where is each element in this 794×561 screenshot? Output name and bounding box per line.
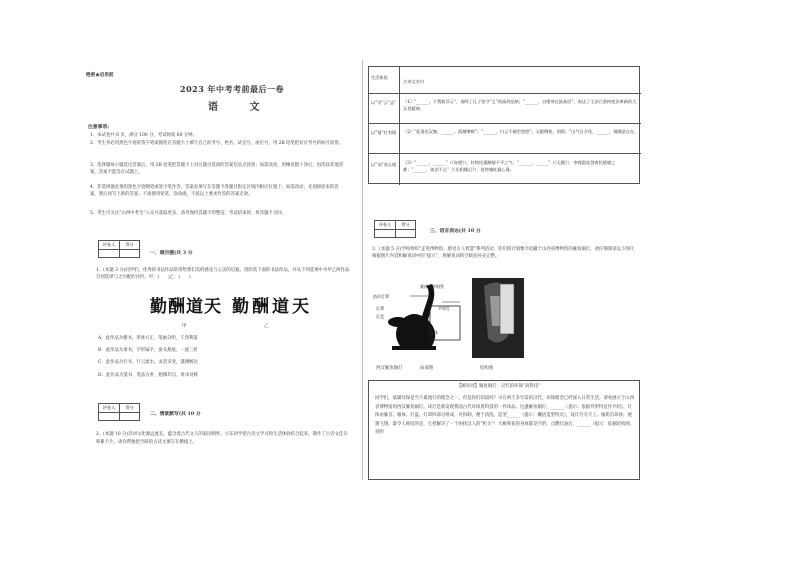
option-item[interactable]: A．此作品为楷书，形体方正，笔画分明，干净利落	[98, 336, 198, 341]
note-item: 3．选择题每小题选出答案后，用 2B 铅笔把答题卡上对应题目选项的答案信息点涂黑；如需改动，用橡皮擦干净后，再选涂其他答案，答案不能答在试题上。	[90, 163, 344, 175]
score-label: 评卷人	[102, 242, 116, 247]
note-item: 4．非选择题必须用黑色字迹钢笔或签字笔作答，答案必须写在答题卡各题目指定区域内相应位置上；如需改动，先划掉原来的答案，然后再写上新的答案；不准使用铅笔、涂改液，不按以上要求作答的答案无效。	[90, 185, 339, 197]
figure-label: 灯罩	[376, 306, 384, 311]
exam-title: 2023 年中考考前最后一卷	[180, 84, 285, 94]
score-blank[interactable]	[119, 413, 139, 420]
figure-caption: 结构图	[480, 366, 494, 371]
notes-heading: 注意事项:	[88, 124, 109, 130]
table-cell: 以“情”打有情	[371, 130, 397, 135]
poetry-table	[368, 66, 640, 184]
table-cell[interactable]: （1）“______，于我如浮云”，表明了孔子坚守“义”的高尚品格；“______，自缘身在最高层”，表达了王安石坚持变法革新的大无畏精神。	[403, 99, 637, 111]
note-item: 2．考生务必用黑色字迹的签字笔或钢笔在答题卡上填写自己的考号、姓名、试室号、座位号，用 2B 铅笔把对应考号的标号涂黑。	[90, 141, 344, 146]
commentary-box	[368, 380, 640, 480]
score-label: 得分	[119, 241, 139, 249]
section-heading: 二、情景默写(共 10 分	[150, 411, 201, 417]
figure-label: 平咬灯	[438, 306, 450, 311]
calligraphy-sample-a: 勤酬道天	[150, 297, 222, 317]
score-blank[interactable]	[99, 413, 119, 420]
score-blank[interactable]	[119, 250, 139, 257]
commentary-title: 【解说词】雁鱼铜灯：汉代的环保“高科技”	[457, 384, 541, 389]
option-item[interactable]: B．此作品为隶书，字形扁平，蚕头燕尾，一波三折	[98, 348, 198, 353]
figure-caption: 西汉雁鱼铜灯	[376, 366, 403, 371]
table-row	[369, 93, 641, 123]
table-row	[369, 67, 641, 93]
question-text: 2．(本题 10 分)诗词文化源远流长，蕴含着古代文人的家国情怀。小东同学把古诗文学习和生活体验结合起来，制作了古诗文佳句积累卡片，请你帮他把空缺的古诗文填写在横线上。	[96, 432, 348, 445]
table-cell[interactable]: （2）“征蓬出汉塞，______，孤雁嘹唳”；“______，白云千载空悠悠”，无限惆怅，别情；“山气日夕佳，______，别随意自在。	[403, 129, 639, 134]
calligraphy-sample-b: 勤酬道天	[232, 297, 312, 317]
table-row	[369, 123, 641, 153]
score-box	[98, 240, 140, 258]
sample-label: 乙	[264, 324, 269, 329]
figure-label: 雁体	[430, 330, 438, 335]
figure-caption: 局部图	[420, 366, 434, 371]
note-item: 5．考生可关注“山西中考生”公众号获取更多、备考保持答题卡的整洁，考试结束时，将答题卡交回。	[90, 211, 287, 216]
figure-label: 鱼形灯罩	[373, 294, 389, 299]
score-label: 评卷人	[378, 222, 392, 227]
score-blank[interactable]	[375, 230, 395, 237]
score-label: 得分	[119, 404, 139, 412]
section-heading: 一、填空题(共 3 分	[150, 250, 193, 256]
table-cell: 以“学”云“志”	[371, 100, 397, 105]
confidential-mark: 绝密★启用前	[86, 73, 114, 78]
column-divider	[362, 60, 363, 480]
score-box	[374, 220, 416, 238]
note-item: 1．本试卷共 6 页，满分 100 分，考试时间 60 分钟。	[90, 133, 197, 138]
lamp-photo-detail	[470, 276, 526, 360]
figure-label: 灯盘	[376, 314, 384, 319]
question-text: 3．(本题 5 分)学校组织“走进博物馆，感受古人智慧”系列活动，你们班计划要介绍藏于山西省博物馆的雁鱼铜灯，请仔细阅读以下图片，根据图片内容和解说词中的“提示”，将解说词的空缺处补充完整。	[372, 247, 639, 259]
table-cell: 生活体验	[371, 75, 388, 80]
score-label: 得分	[395, 221, 415, 229]
score-box	[98, 403, 140, 421]
table-cell: 以“词”表心境	[371, 162, 397, 167]
table-cell: 古诗文名句	[403, 79, 424, 84]
figure-label: 雁体形导烟管	[420, 284, 444, 289]
subject-title: 语 文	[208, 102, 274, 113]
table-row	[369, 153, 641, 185]
score-blank[interactable]	[99, 250, 119, 257]
table-cell[interactable]: （3）“______，______”（《赤壁》），杜牧托露颇郁不平之气；“______，______”（《无题》），李商隐哀怨寄托情感之难；“______，流泪不止”（《岳阳楼记》），范仲淹吐露心逢。	[403, 160, 616, 172]
section-heading: 三、语言表达(共 10 分	[430, 228, 481, 234]
question-text: 1．(本题 3 分)同学们，优秀的书法作品常常给我们美的感受与心灵的启迪。请欣赏下面的书法作品，并从下列选项中为甲乙两作品分别选择与之匹配的评价。甲：( )乙：( )	[96, 268, 350, 280]
option-item[interactable]: D．此作品为篆书，笔法古朴，粗细均匀，讲求对称	[98, 373, 199, 378]
sample-label: 甲	[182, 324, 187, 329]
commentary-text[interactable]: 同学们，低碳环保是当下最流行的理念之一，但是你们知道吗？早在两千多年前的汉代，环保理念已经深入日常生活。请看展示于山西省博物馆的西汉雁鱼铜灯。该灯是新发现我国古代环保黑科技的一件珍品。这盏雁鱼铜灯，______（提示：依据外形特征作介绍），灯体由雁首、雁体、灯盘、灯罩四部分组成，可拆卸，便于清洗。造型______（提示：概括造型特点），设计巧夺天工。雁衔首昂扬，展翅飞翔，最令人称叹的是，它把解决了一个困扰汉人的“机关”！大雁和鱼的身体都是空的，点燃灯油后，______（提示：依据结构图，说明	[375, 396, 635, 435]
score-label: 评卷人	[102, 405, 116, 410]
score-blank[interactable]	[395, 230, 415, 237]
option-item[interactable]: C．此作品为行书，行云流水，灵活多变，潇洒畅达	[98, 360, 198, 365]
